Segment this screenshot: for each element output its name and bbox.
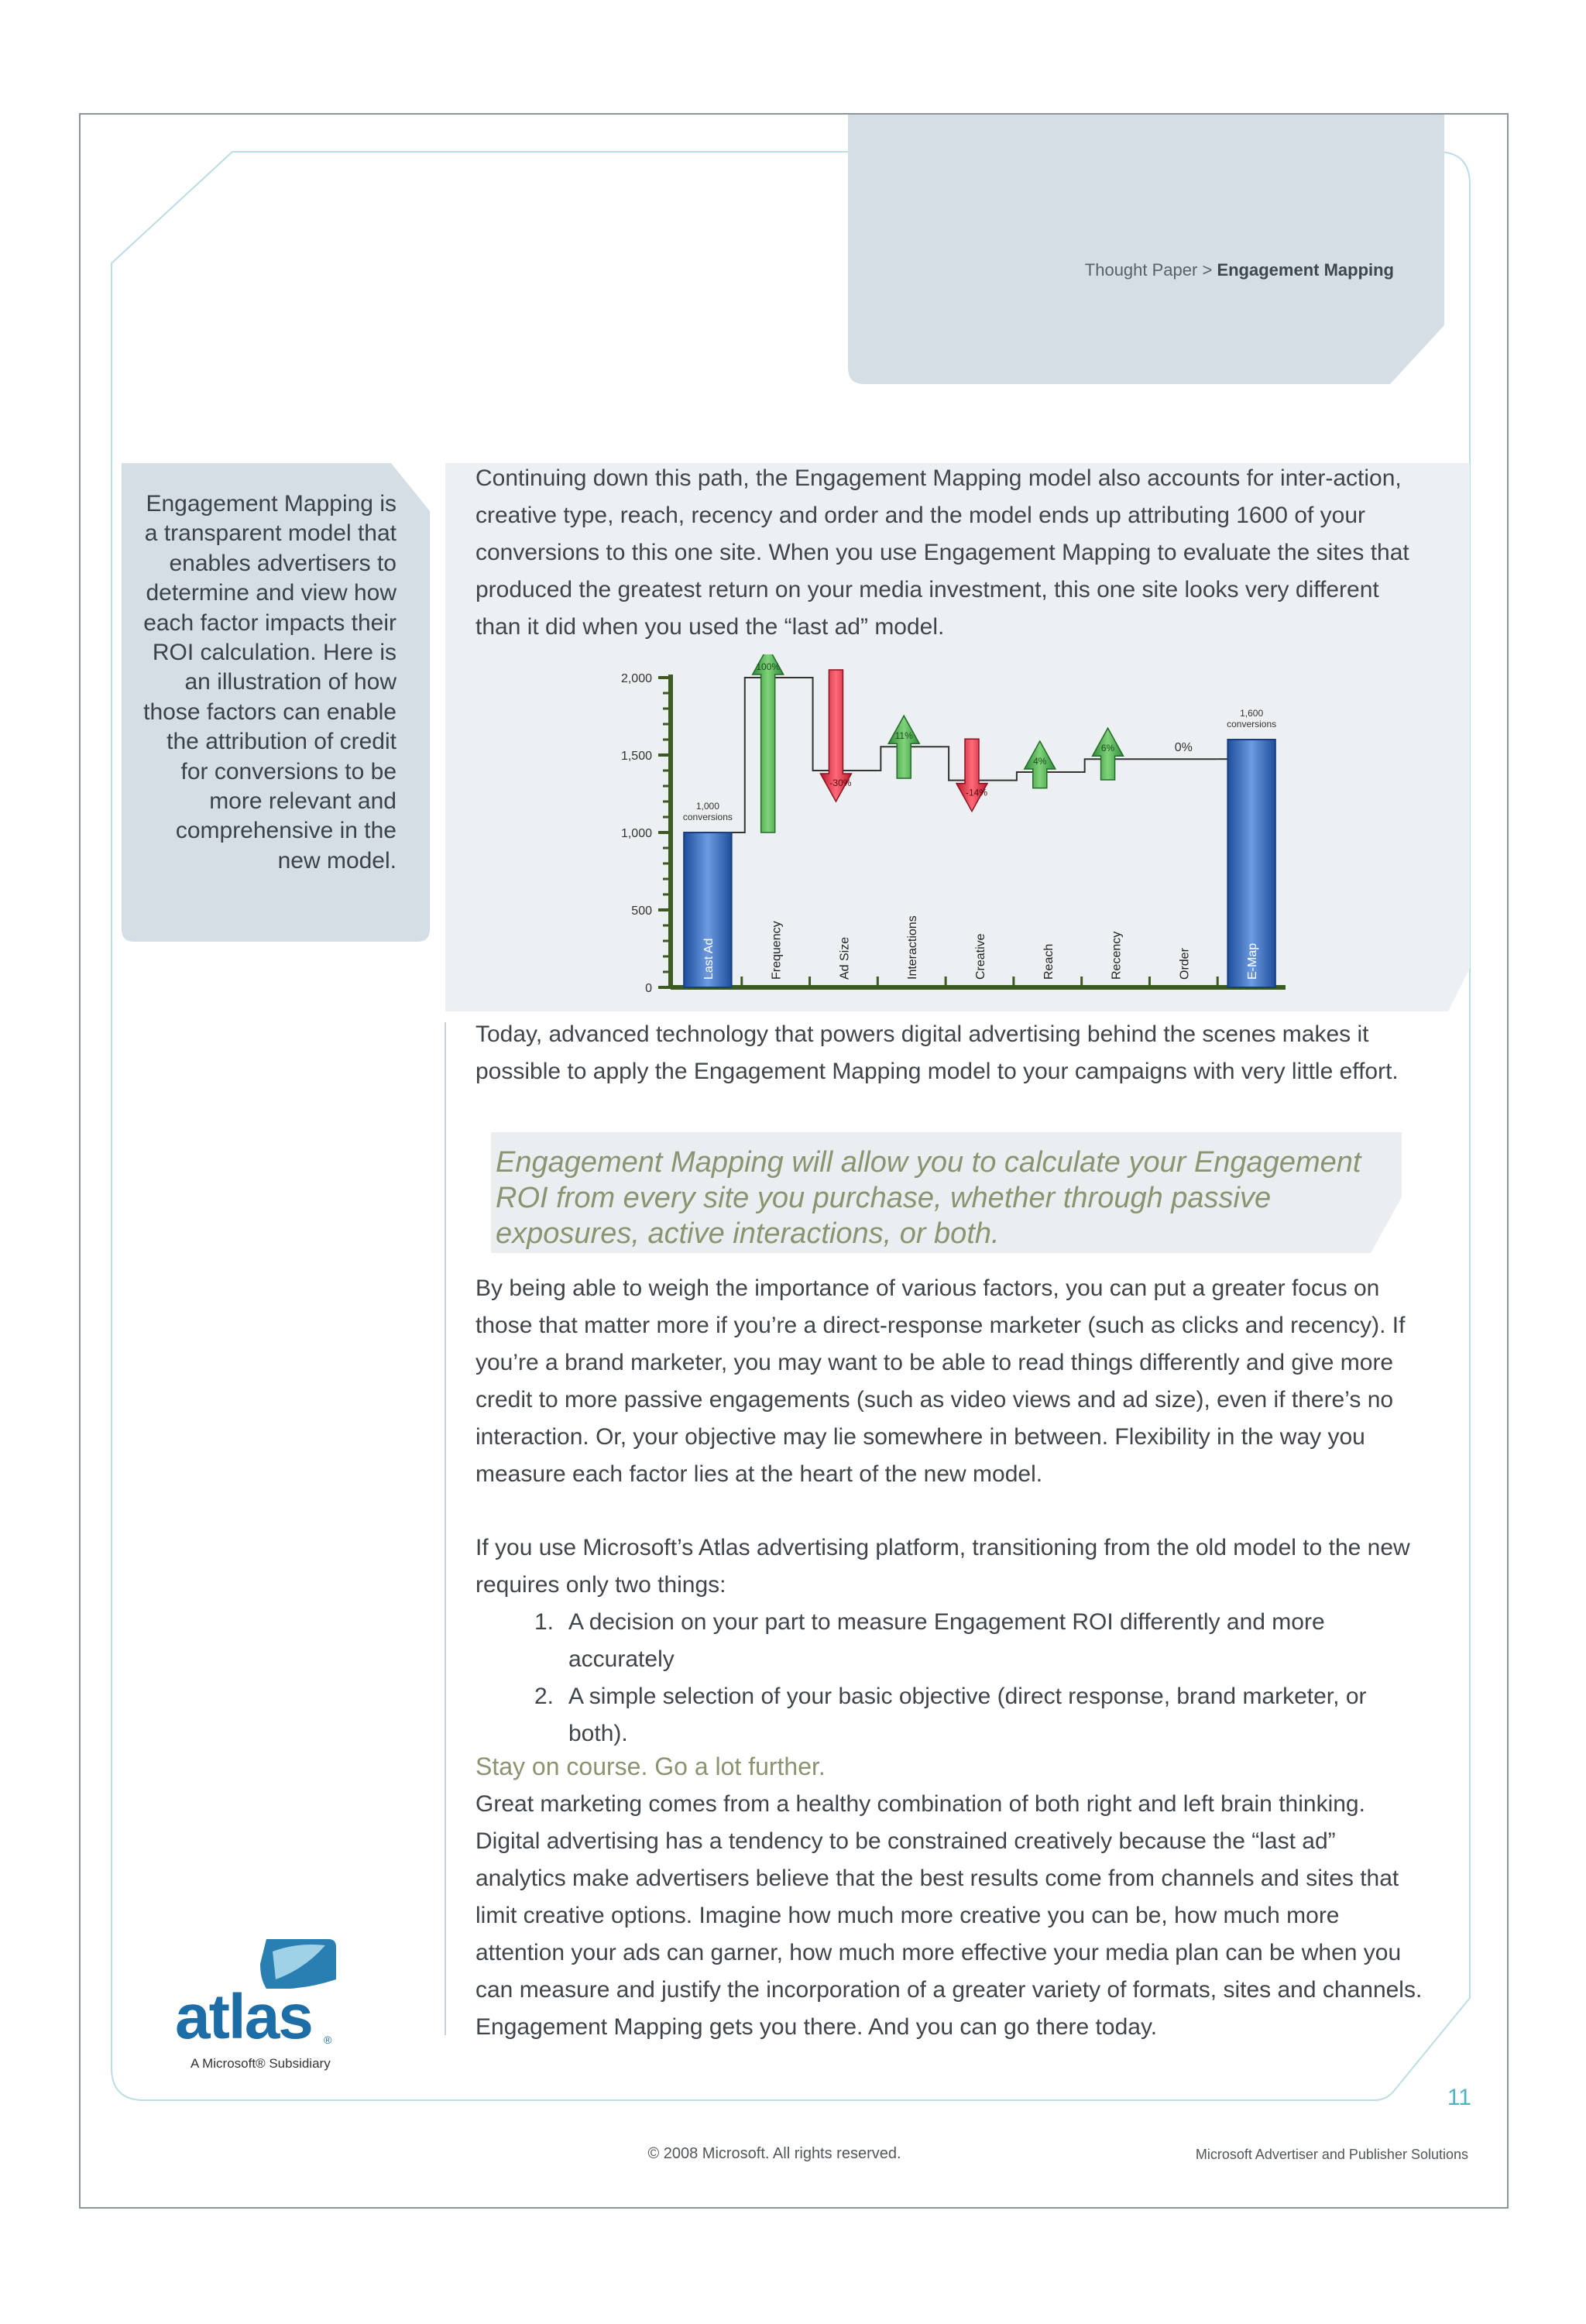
change-label: 0% [1174, 741, 1193, 755]
category-label: Creative [974, 933, 987, 980]
change-label: 100% [756, 661, 781, 672]
body-paragraph-1: Continuing down this path, the Engagement Mapping model also accounts for inter-action, creative type, reach, recency and order and the model ends up attributing 1600 of your conversions to this one site. When you use Engagement Mapping to evaluate the sites that produced the greatest return on your media investment, this one site looks very different than it did when you used the “last ad” model. [475, 465, 1409, 640]
end-value-label: 1,600 [1240, 708, 1264, 719]
list-number: 1. [534, 1609, 554, 1635]
change-label: 4% [1033, 756, 1047, 767]
breadcrumb-separator: > [1202, 260, 1213, 280]
up-arrow [753, 654, 784, 832]
category-label: Last Ad [702, 938, 716, 980]
change-label: 11% [894, 730, 913, 742]
y-tick-label: 0 [645, 982, 652, 995]
category-label: Recency [1110, 931, 1124, 980]
list-number: 2. [534, 1684, 554, 1709]
body-paragraph-2: Today, advanced technology that powers digital advertising behind the scenes makes it possible to apply the Engagement Mapping model to your campaigns with very little effort. [475, 1021, 1399, 1084]
start-value-label: conversions [682, 812, 733, 822]
change-label: 6% [1100, 743, 1115, 754]
category-label: Reach [1042, 943, 1056, 980]
logo-registered-mark: ® [324, 2034, 332, 2046]
step-line [810, 678, 878, 771]
breadcrumb-current: Engagement Mapping [1217, 260, 1394, 280]
y-tick-label: 2,000 [620, 672, 652, 685]
step-line [946, 747, 1014, 780]
category-label: E-Map [1246, 942, 1260, 980]
list-text: A decision on your part to measure Engagement ROI differently and more accurately [568, 1609, 1325, 1672]
y-tick-label: 1,500 [620, 750, 652, 763]
body-paragraph-3: By being able to weigh the importance of various factors, you can put a greater focus on those that matter more if you’re a direct-response marketer (such as clicks and recency). If you’re a brand marketer, you may want to be able to read things differently and give more credit to more passive engagements (such as video views and ad size), even if there’s no interaction. Or, your objective may lie somewhere in between. Flexibility in the way you measure each factor lies at the heart of the new model. [475, 1275, 1406, 1487]
step-line [1014, 772, 1082, 781]
body-paragraph-5: Great marketing comes from a healthy combination of both right and left brain thinking. Digital advertising has a tendency to be constrained creatively because the “last ad” analytics make advertisers believe that the best results come from channels and sites that limit creative options. Imagine how much more creative you can be, how much more attention your ads can garner, how much more effective your media plan can be when you can measure and justify the incorporation of a greater variety of formats, sites and channels. Engagement Mapping gets you there. And you can go there today. [475, 1791, 1423, 2040]
footer-copyright: © 2008 Microsoft. All rights reserved. [647, 2145, 901, 2162]
category-label: Frequency [770, 921, 784, 980]
pull-quote: Engagement Mapping will allow you to calculate your Engagement ROI from every site you purchase, whether through passive exposures, active interactions, or both. [496, 1146, 1361, 1250]
category-label: Order [1178, 948, 1192, 980]
down-arrow [956, 739, 987, 811]
change-label: -30% [829, 778, 852, 788]
step-line [877, 747, 946, 771]
logo-subtitle: A Microsoft® Subsidiary [191, 2056, 331, 2071]
breadcrumb-parent[interactable]: Thought Paper [1084, 260, 1198, 280]
end-value-label: conversions [1227, 719, 1277, 729]
y-tick-label: 1,000 [620, 827, 652, 840]
logo-wordmark: atlas [175, 1982, 312, 2052]
body-paragraph-4: If you use Microsoft’s Atlas advertising platform, transitioning from the old model to the new requires only two things: [475, 1535, 1410, 1598]
page-number: 11 [1447, 2085, 1471, 2110]
up-arrow [1093, 728, 1124, 780]
category-label: Ad Size [838, 936, 852, 980]
y-tick-label: 500 [631, 905, 652, 918]
sidebar-callout: Engagement Mapping is a transparent model that enables advertisers to determine and view how each factor impacts their ROI calculation. Here is an illustration of how those factors can enable the attribution of credit for conversions to be more relevant and comprehensive in the new model. [143, 491, 396, 874]
category-label: Interactions [906, 915, 920, 980]
step-line [1082, 759, 1150, 772]
change-label: -14% [965, 787, 988, 798]
engagement-waterfall-chart [604, 654, 1301, 1003]
start-value-label: 1,000 [695, 801, 719, 812]
section-subheading: Stay on course. Go a lot further. [475, 1752, 826, 1780]
breadcrumb [1022, 260, 1394, 280]
footer-company: Microsoft Advertiser and Publisher Solutions [1195, 2147, 1468, 2162]
list-text: A simple selection of your basic objective (direct response, brand marketer, or both). [568, 1684, 1367, 1746]
